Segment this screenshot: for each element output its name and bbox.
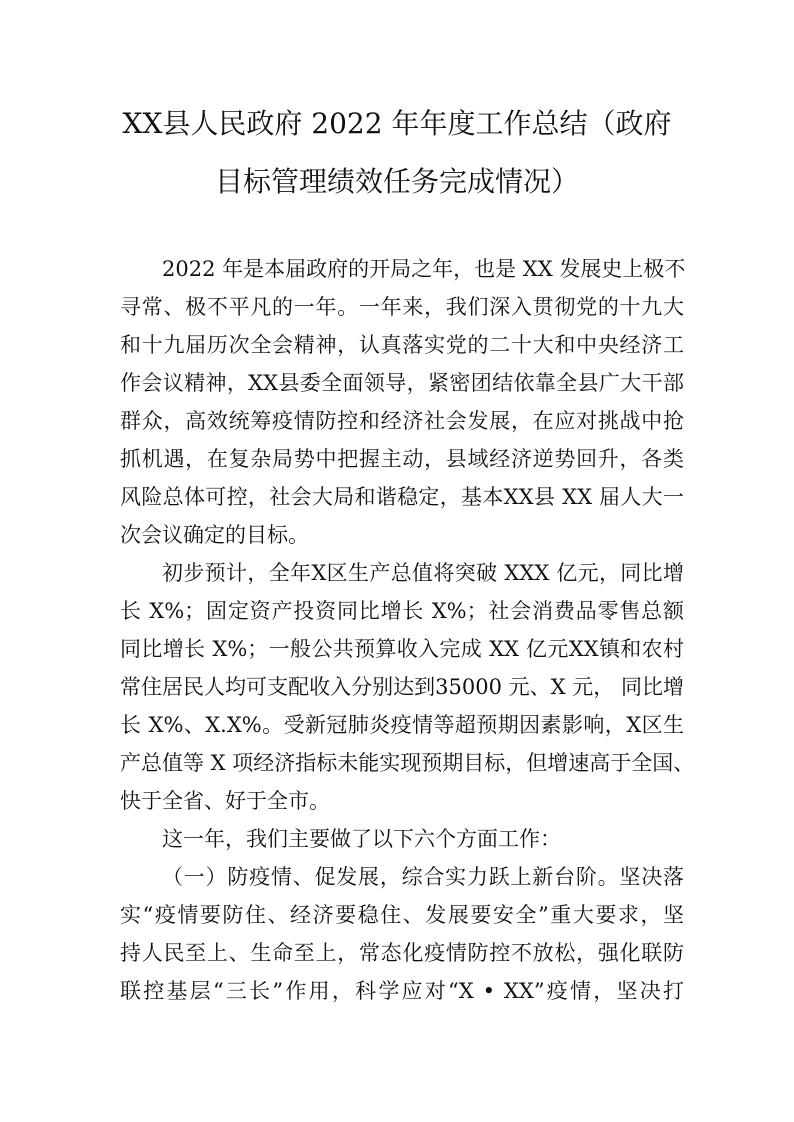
paragraph-line: 联控基层“三长”作用，科学应对“X • XX”疫情，坚决打	[120, 979, 684, 1003]
document-title-line-2: 目标管理绩效任务完成情况）	[214, 165, 579, 198]
paragraph-line: 常住居民人均可支配收入分别达到35000 元、X 元， 同比增	[120, 675, 684, 699]
paragraph-line: 初步预计，全年X区生产总值将突破 XXX 亿元，同比增	[162, 561, 684, 585]
paragraph-line: 次会议确定的目标。	[120, 523, 309, 547]
document-title-line-1: XX县人民政府 2022 年年度工作总结（政府	[122, 107, 672, 140]
paragraph-line: 2022 年是本届政府的开局之年，也是 XX 发展史上极不	[162, 257, 686, 281]
paragraph-line: 持人民至上、生命至上，常态化疫情防控不放松，强化联防	[120, 941, 684, 965]
paragraph-line: 长 X%；固定资产投资同比增长 X%；社会消费品零售总额	[120, 599, 684, 623]
paragraph-line: 实“疫情要防住、经济要稳住、发展要安全”重大要求，坚	[120, 903, 684, 927]
paragraph-line: 和十九届历次全会精神，认真落实党的二十大和中央经济工	[120, 333, 684, 357]
paragraph-line: 作会议精神，XX县委全面领导，紧密团结依靠全县广大干部	[120, 371, 684, 395]
paragraph-line: 风险总体可控，社会大局和谐稳定，基本XX县 XX 届人大一	[120, 485, 684, 509]
paragraph-line: 同比增长 X%；一般公共预算收入完成 XX 亿元XX镇和农村	[120, 637, 684, 661]
paragraph-line: 这一年，我们主要做了以下六个方面工作：	[162, 827, 561, 851]
paragraph-line: （一）防疫情、促发展，综合实力跃上新台阶。坚决落	[162, 865, 684, 889]
paragraph-line: 长 X%、X.X%。受新冠肺炎疫情等超预期因素影响，X区生	[120, 713, 684, 737]
paragraph-line: 寻常、极不平凡的一年。一年来，我们深入贯彻党的十九大	[120, 295, 684, 319]
paragraph-line: 群众，高效统筹疫情防控和经济社会发展，在应对挑战中抢	[120, 409, 684, 433]
paragraph-line: 快于全省、好于全市。	[120, 789, 330, 813]
paragraph-line: 抓机遇，在复杂局势中把握主动，县域经济逆势回升，各类	[120, 447, 684, 471]
paragraph-line: 产总值等 X 项经济指标未能实现预期目标，但增速高于全国、	[120, 751, 695, 775]
